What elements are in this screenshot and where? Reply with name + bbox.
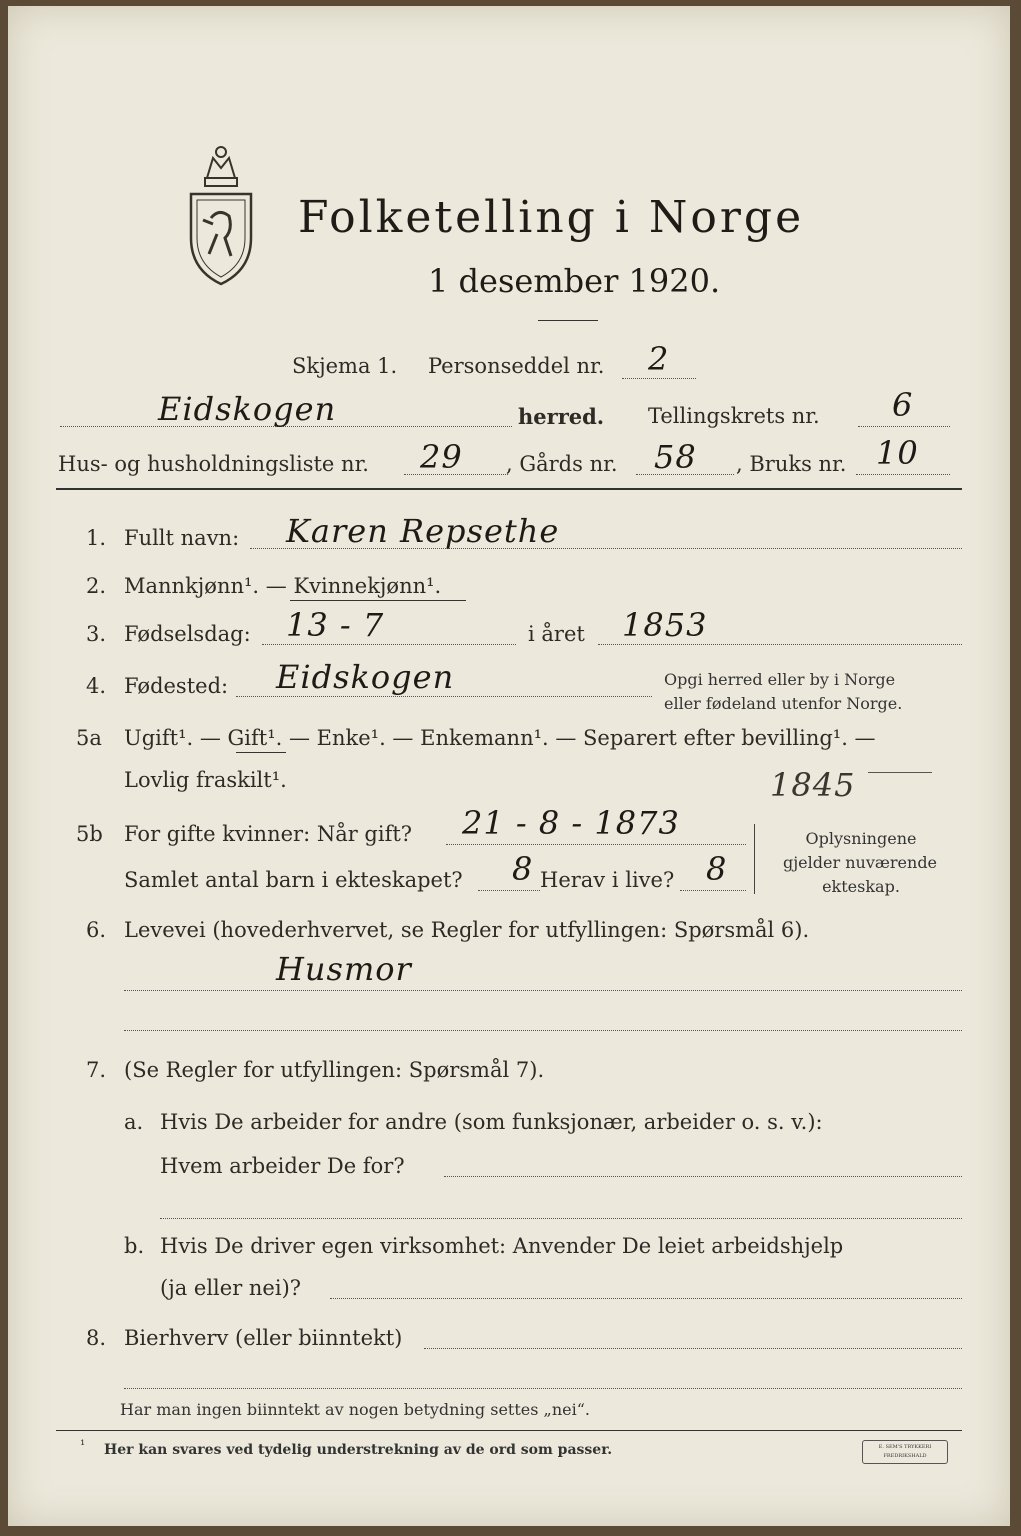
q4-note-line2: eller fødeland utenfor Norge. — [664, 694, 903, 713]
q2-number: 2. — [86, 574, 107, 598]
q1-full-name-value: Karen Repsethe — [286, 512, 560, 550]
form-title: Folketelling i Norge — [298, 192, 805, 243]
q7a-label-line2: Hvem arbeider De for? — [160, 1154, 405, 1178]
q5b-alive-label: Herav i live? — [540, 868, 675, 892]
q6-number: 6. — [86, 918, 107, 942]
q5b-children-value: 8 — [512, 850, 534, 888]
q7b-number: b. — [124, 1234, 145, 1258]
census-form — [8, 6, 1010, 1526]
q3-label: Fødselsdag: — [124, 622, 251, 646]
tellingskrets-label: Tellingskrets nr. — [648, 404, 820, 428]
gards-value: 58 — [654, 438, 697, 476]
q5b-note-line2: gjelder nuværende — [782, 853, 938, 872]
kvinnekjonn-underline — [290, 600, 466, 601]
q1-number: 1. — [86, 526, 107, 550]
q7a-number: a. — [124, 1110, 144, 1134]
coat-of-arms-icon — [173, 138, 269, 288]
footnote-mark: ¹ — [80, 1438, 86, 1453]
herred-label: herred. — [518, 404, 605, 429]
bruks-label: , Bruks nr. — [736, 452, 847, 476]
personseddel-label: Personseddel nr. — [428, 354, 605, 378]
q3-year-value: 1853 — [622, 606, 708, 644]
q5b-alive-value: 8 — [706, 850, 728, 888]
q5a-number: 5a — [76, 726, 102, 750]
q6-label: Levevei (hovederhvervet, se Regler for utfyllingen: Spørsmål 6). — [124, 918, 810, 942]
q4-birthplace-value: Eidskogen — [276, 658, 455, 696]
q4-label: Fødested: — [124, 674, 229, 698]
hus-value: 29 — [420, 438, 463, 476]
q7-number: 7. — [86, 1058, 107, 1082]
q3-number: 3. — [86, 622, 107, 646]
q7b-label: Hvis De driver egen virksomhet: Anvender De leiet arbeidshjelp — [160, 1234, 844, 1258]
skjema-label: Skjema 1. — [292, 354, 398, 378]
printer-stamp-text: E. SEM'S TRYKKERI FREDRIKSHALD — [878, 1444, 932, 1459]
q5b-label: For gifte kvinner: Når gift? — [124, 822, 413, 846]
q5b-children-label: Samlet antal barn i ekteskapet? — [124, 868, 463, 892]
q2-label: Mannkjønn¹. — Kvinnekjønn¹. — [124, 574, 442, 598]
q5b-note-line3: ekteskap. — [822, 877, 900, 896]
q6-occupation-value: Husmor — [276, 950, 412, 988]
gift-underline — [236, 752, 286, 753]
q7-label: (Se Regler for utfyllingen: Spørsmål 7). — [124, 1058, 545, 1082]
printer-stamp — [862, 1440, 948, 1464]
q4-number: 4. — [86, 674, 107, 698]
q3-year-label: i året — [528, 622, 585, 646]
personseddel-value: 2 — [648, 340, 670, 378]
q5b-married-date-value: 21 - 8 - 1873 — [462, 804, 680, 842]
q8-number: 8. — [86, 1326, 107, 1350]
q5a-label: Ugift¹. — Gift¹. — Enke¹. — Enkemann¹. — Separert efter bevilling¹. — — [124, 726, 876, 750]
q7b-label-line2: (ja eller nei)? — [160, 1276, 302, 1300]
q5b-note-line1: Oplysningene — [805, 829, 917, 848]
form-subtitle: 1 desember 1920. — [428, 262, 721, 300]
title-divider — [538, 320, 598, 321]
hus-label: Hus- og husholdningsliste nr. — [58, 452, 369, 476]
header-divider — [56, 488, 962, 490]
q1-label: Fullt navn: — [124, 526, 240, 550]
q3-birthdate-value: 13 - 7 — [286, 606, 385, 644]
bruks-value: 10 — [876, 434, 919, 472]
gards-label: , Gårds nr. — [506, 452, 618, 476]
q5a-extra-year: 1845 — [770, 766, 856, 804]
tellingskrets-value: 6 — [892, 386, 914, 424]
q7a-label: Hvis De arbeider for andre (som funksjonær, arbeider o. s. v.): — [160, 1110, 823, 1134]
herred-value: Eidskogen — [158, 390, 337, 428]
q4-note-line1: Opgi herred eller by i Norge — [664, 670, 896, 689]
footnote-text: Her kan svares ved tydelig understrekning av de ord som passer. — [104, 1442, 613, 1458]
footer-note: Har man ingen biinntekt av nogen betydning settes „nei“. — [120, 1400, 590, 1419]
q5b-number: 5b — [76, 822, 103, 846]
q5a-label-line2: Lovlig fraskilt¹. — [124, 768, 287, 792]
q8-label: Bierhverv (eller biinntekt) — [124, 1326, 403, 1350]
